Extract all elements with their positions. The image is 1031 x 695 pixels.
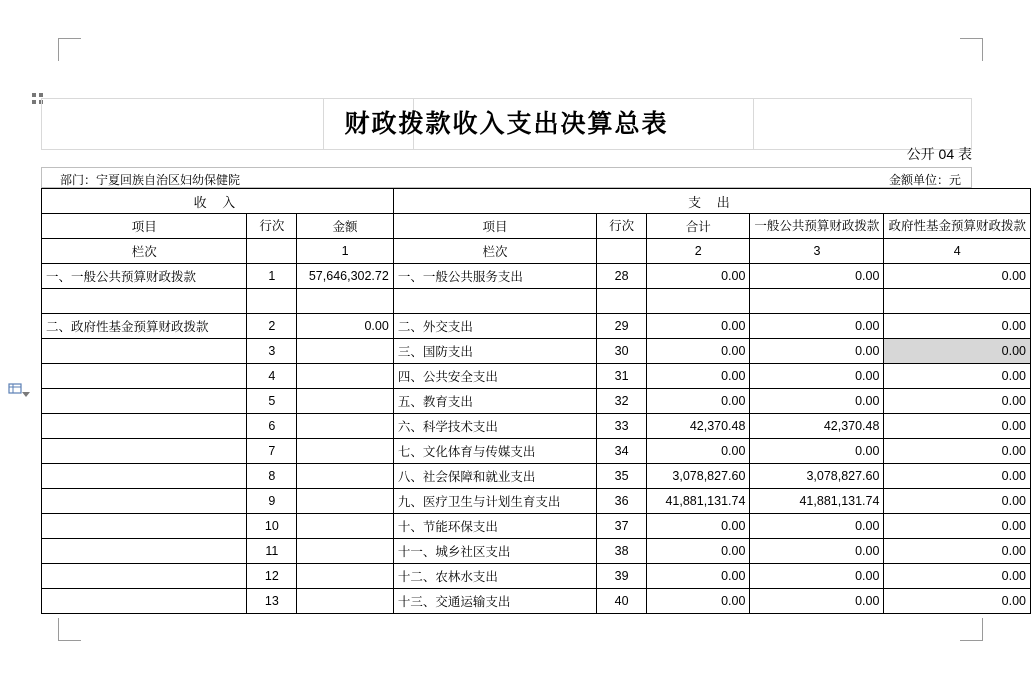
table-row[interactable] bbox=[42, 589, 1031, 614]
group-header-expense: 支 出 bbox=[393, 189, 1030, 214]
cell-expense-line[interactable]: 28 bbox=[597, 264, 647, 289]
cell-expense-public-budget[interactable]: 0.00 bbox=[750, 439, 884, 464]
page-corner-mark-top-left bbox=[58, 38, 81, 61]
cell-expense-line[interactable]: 30 bbox=[597, 339, 647, 364]
table-row[interactable] bbox=[42, 564, 1031, 589]
cell-expense-gov-fund[interactable]: 0.00 bbox=[884, 464, 1031, 489]
department-label: 部门：宁夏回族自治区妇幼保健院 bbox=[60, 173, 241, 187]
cell-income-item[interactable] bbox=[42, 514, 247, 539]
table-row[interactable] bbox=[42, 439, 1031, 464]
cell-income-amount[interactable] bbox=[297, 464, 394, 489]
cell-expense-item[interactable] bbox=[393, 289, 596, 314]
cell-expense-line[interactable]: 37 bbox=[597, 514, 647, 539]
table-row[interactable] bbox=[42, 289, 1031, 314]
cell-income-line[interactable]: 2 bbox=[247, 314, 297, 339]
cell-income-amount[interactable]: 57,646,302.72 bbox=[297, 264, 394, 289]
cell-expense-public-budget[interactable]: 0.00 bbox=[750, 539, 884, 564]
cell-expense-gov-fund[interactable]: 0.00 bbox=[884, 514, 1031, 539]
cell-expense-total[interactable] bbox=[647, 289, 750, 314]
column-number-income-line bbox=[247, 239, 297, 264]
cell-expense-line[interactable]: 31 bbox=[597, 364, 647, 389]
cell-expense-total[interactable]: 0.00 bbox=[647, 589, 750, 614]
cell-expense-line[interactable]: 38 bbox=[597, 539, 647, 564]
cell-expense-line[interactable]: 29 bbox=[597, 314, 647, 339]
table-column-number-row bbox=[42, 239, 1031, 264]
cell-income-item[interactable] bbox=[42, 564, 247, 589]
header-income-amount: 金额 bbox=[297, 214, 394, 239]
cell-income-line[interactable]: 9 bbox=[247, 489, 297, 514]
cell-income-item[interactable] bbox=[42, 389, 247, 414]
table-row[interactable] bbox=[42, 264, 1031, 289]
table-row[interactable] bbox=[42, 464, 1031, 489]
cell-income-line[interactable]: 1 bbox=[247, 264, 297, 289]
cell-expense-gov-fund[interactable] bbox=[884, 289, 1031, 314]
cell-expense-item[interactable]: 二、外交支出 bbox=[393, 314, 596, 339]
cell-expense-public-budget[interactable]: 0.00 bbox=[750, 564, 884, 589]
cell-expense-item[interactable]: 十三、交通运输支出 bbox=[393, 589, 596, 614]
sheet-label: 公开 04 表 bbox=[906, 146, 972, 162]
cell-income-amount[interactable] bbox=[297, 389, 394, 414]
header-expense-total: 合计 bbox=[647, 214, 750, 239]
header-income-item: 项目 bbox=[42, 214, 247, 239]
cell-expense-public-budget[interactable]: 0.00 bbox=[750, 264, 884, 289]
cell-income-amount[interactable] bbox=[297, 339, 394, 364]
cell-expense-public-budget[interactable]: 0.00 bbox=[750, 389, 884, 414]
cell-expense-total[interactable]: 0.00 bbox=[647, 364, 750, 389]
cell-expense-public-budget[interactable]: 0.00 bbox=[750, 514, 884, 539]
cell-expense-total[interactable]: 0.00 bbox=[647, 514, 750, 539]
cell-income-line[interactable]: 7 bbox=[247, 439, 297, 464]
cell-income-line[interactable]: 6 bbox=[247, 414, 297, 439]
cell-expense-total[interactable]: 42,370.48 bbox=[647, 414, 750, 439]
cell-expense-total[interactable]: 0.00 bbox=[647, 264, 750, 289]
cell-expense-gov-fund[interactable]: 0.00 bbox=[884, 439, 1031, 464]
cell-expense-line[interactable]: 34 bbox=[597, 439, 647, 464]
column-label-income: 栏次 bbox=[42, 239, 247, 264]
meta-row bbox=[41, 167, 972, 188]
cell-expense-item[interactable]: 十、节能环保支出 bbox=[393, 514, 596, 539]
cell-income-item[interactable] bbox=[42, 439, 247, 464]
cell-expense-public-budget[interactable] bbox=[750, 289, 884, 314]
table-row[interactable] bbox=[42, 314, 1031, 339]
cell-income-item[interactable] bbox=[42, 339, 247, 364]
column-number-expense-gov-fund: 4 bbox=[884, 239, 1031, 264]
cell-income-line[interactable] bbox=[247, 289, 297, 314]
cell-expense-line[interactable]: 33 bbox=[597, 414, 647, 439]
header-expense-item: 项目 bbox=[393, 214, 596, 239]
cell-expense-public-budget[interactable]: 0.00 bbox=[750, 589, 884, 614]
cell-expense-total[interactable]: 0.00 bbox=[647, 314, 750, 339]
cell-expense-item[interactable]: 七、文化体育与传媒支出 bbox=[393, 439, 596, 464]
cell-expense-total[interactable]: 0.00 bbox=[647, 539, 750, 564]
cell-expense-gov-fund[interactable]: 0.00 bbox=[884, 564, 1031, 589]
page-title: 财政拨款收入支出决算总表 bbox=[344, 109, 669, 138]
table-row[interactable] bbox=[42, 364, 1031, 389]
cell-income-amount[interactable]: 0.00 bbox=[297, 314, 394, 339]
cell-income-amount[interactable] bbox=[297, 514, 394, 539]
header-expense-public-budget: 一般公共预算财政拨款 bbox=[750, 214, 884, 239]
cell-expense-gov-fund[interactable]: 0.00 bbox=[884, 414, 1031, 439]
table-column-header-row bbox=[42, 214, 1031, 239]
cell-expense-gov-fund[interactable]: 0.00 bbox=[884, 314, 1031, 339]
table-row[interactable] bbox=[42, 389, 1031, 414]
cell-expense-gov-fund[interactable]: 0.00 bbox=[884, 364, 1031, 389]
cell-expense-item[interactable]: 五、教育支出 bbox=[393, 389, 596, 414]
cell-income-item[interactable] bbox=[42, 589, 247, 614]
cell-expense-gov-fund[interactable]: 0.00 bbox=[884, 489, 1031, 514]
cell-expense-item[interactable]: 一、一般公共服务支出 bbox=[393, 264, 596, 289]
cell-income-amount[interactable] bbox=[297, 414, 394, 439]
cell-income-line[interactable]: 3 bbox=[247, 339, 297, 364]
column-number-expense-public-budget: 3 bbox=[750, 239, 884, 264]
cell-income-line[interactable]: 11 bbox=[247, 539, 297, 564]
cell-income-item[interactable] bbox=[42, 289, 247, 314]
cell-income-item[interactable] bbox=[42, 364, 247, 389]
cell-income-amount[interactable] bbox=[297, 539, 394, 564]
header-expense-gov-fund: 政府性基金预算财政拨款 bbox=[884, 214, 1031, 239]
cell-income-amount[interactable] bbox=[297, 489, 394, 514]
cell-income-line[interactable]: 8 bbox=[247, 464, 297, 489]
header-income-line: 行次 bbox=[247, 214, 297, 239]
cell-income-item[interactable]: 二、政府性基金预算财政拨款 bbox=[42, 314, 247, 339]
cell-expense-public-budget[interactable]: 42,370.48 bbox=[750, 414, 884, 439]
cell-income-item[interactable] bbox=[42, 539, 247, 564]
cell-expense-total[interactable]: 0.00 bbox=[647, 439, 750, 464]
cell-expense-gov-fund[interactable]: 0.00 bbox=[884, 539, 1031, 564]
cell-income-item[interactable]: 一、一般公共预算财政拨款 bbox=[42, 264, 247, 289]
page-corner-mark-top-right bbox=[960, 38, 983, 61]
cell-expense-total[interactable]: 41,881,131.74 bbox=[647, 489, 750, 514]
cell-income-line[interactable]: 13 bbox=[247, 589, 297, 614]
cell-expense-total[interactable]: 0.00 bbox=[647, 389, 750, 414]
page-corner-mark-bottom-left bbox=[58, 618, 81, 641]
cell-expense-public-budget[interactable]: 41,881,131.74 bbox=[750, 489, 884, 514]
cell-income-item[interactable] bbox=[42, 489, 247, 514]
cell-expense-line[interactable]: 35 bbox=[597, 464, 647, 489]
cell-expense-total[interactable]: 0.00 bbox=[647, 564, 750, 589]
group-header-income: 收 入 bbox=[42, 189, 394, 214]
cell-expense-gov-fund[interactable]: 0.00 bbox=[884, 264, 1031, 289]
amount-unit-label: 金额单位：元 bbox=[888, 173, 961, 187]
cell-expense-line[interactable] bbox=[597, 289, 647, 314]
table-row[interactable] bbox=[42, 339, 1031, 364]
table-row[interactable] bbox=[42, 489, 1031, 514]
cell-income-line[interactable]: 10 bbox=[247, 514, 297, 539]
cell-expense-public-budget[interactable]: 3,078,827.60 bbox=[750, 464, 884, 489]
page-corner-mark-bottom-right bbox=[960, 618, 983, 641]
cell-expense-item[interactable]: 十一、城乡社区支出 bbox=[393, 539, 596, 564]
cell-expense-gov-fund[interactable]: 0.00 bbox=[884, 389, 1031, 414]
cell-expense-item[interactable]: 十二、农林水支出 bbox=[393, 564, 596, 589]
column-number-income-amount: 1 bbox=[297, 239, 394, 264]
cell-expense-item[interactable]: 九、医疗卫生与计划生育支出 bbox=[393, 489, 596, 514]
cell-expense-public-budget[interactable]: 0.00 bbox=[750, 364, 884, 389]
cell-income-amount[interactable] bbox=[297, 439, 394, 464]
cell-expense-item[interactable]: 六、科学技术支出 bbox=[393, 414, 596, 439]
cell-income-amount[interactable] bbox=[297, 589, 394, 614]
cell-expense-item[interactable]: 三、国防支出 bbox=[393, 339, 596, 364]
table-row[interactable] bbox=[42, 514, 1031, 539]
table-group-header-row bbox=[42, 189, 1031, 214]
column-label-expense: 栏次 bbox=[393, 239, 596, 264]
cell-income-item[interactable] bbox=[42, 414, 247, 439]
cell-income-line[interactable]: 4 bbox=[247, 364, 297, 389]
table-row[interactable] bbox=[42, 539, 1031, 564]
cell-expense-line[interactable]: 32 bbox=[597, 389, 647, 414]
row-anchor-caret-icon bbox=[22, 392, 30, 397]
cell-expense-gov-fund[interactable]: 0.00 bbox=[884, 589, 1031, 614]
cell-expense-total[interactable]: 0.00 bbox=[647, 339, 750, 364]
column-number-expense-line bbox=[597, 239, 647, 264]
cell-income-item[interactable] bbox=[42, 464, 247, 489]
cell-income-line[interactable]: 12 bbox=[247, 564, 297, 589]
cell-expense-gov-fund-selected[interactable]: 0.00 bbox=[884, 339, 1031, 364]
cell-expense-item[interactable]: 八、社会保障和就业支出 bbox=[393, 464, 596, 489]
column-number-expense-total: 2 bbox=[647, 239, 750, 264]
cell-income-amount[interactable] bbox=[297, 364, 394, 389]
budget-table bbox=[41, 188, 1031, 614]
cell-expense-line[interactable]: 40 bbox=[597, 589, 647, 614]
header-expense-line: 行次 bbox=[597, 214, 647, 239]
cell-expense-public-budget[interactable]: 0.00 bbox=[750, 314, 884, 339]
cell-expense-line[interactable]: 39 bbox=[597, 564, 647, 589]
cell-expense-total[interactable]: 3,078,827.60 bbox=[647, 464, 750, 489]
table-row[interactable] bbox=[42, 414, 1031, 439]
cell-expense-public-budget[interactable]: 0.00 bbox=[750, 339, 884, 364]
cell-income-line[interactable]: 5 bbox=[247, 389, 297, 414]
cell-income-amount[interactable] bbox=[297, 289, 394, 314]
cell-expense-line[interactable]: 36 bbox=[597, 489, 647, 514]
cell-expense-item[interactable]: 四、公共安全支出 bbox=[393, 364, 596, 389]
cell-income-amount[interactable] bbox=[297, 564, 394, 589]
